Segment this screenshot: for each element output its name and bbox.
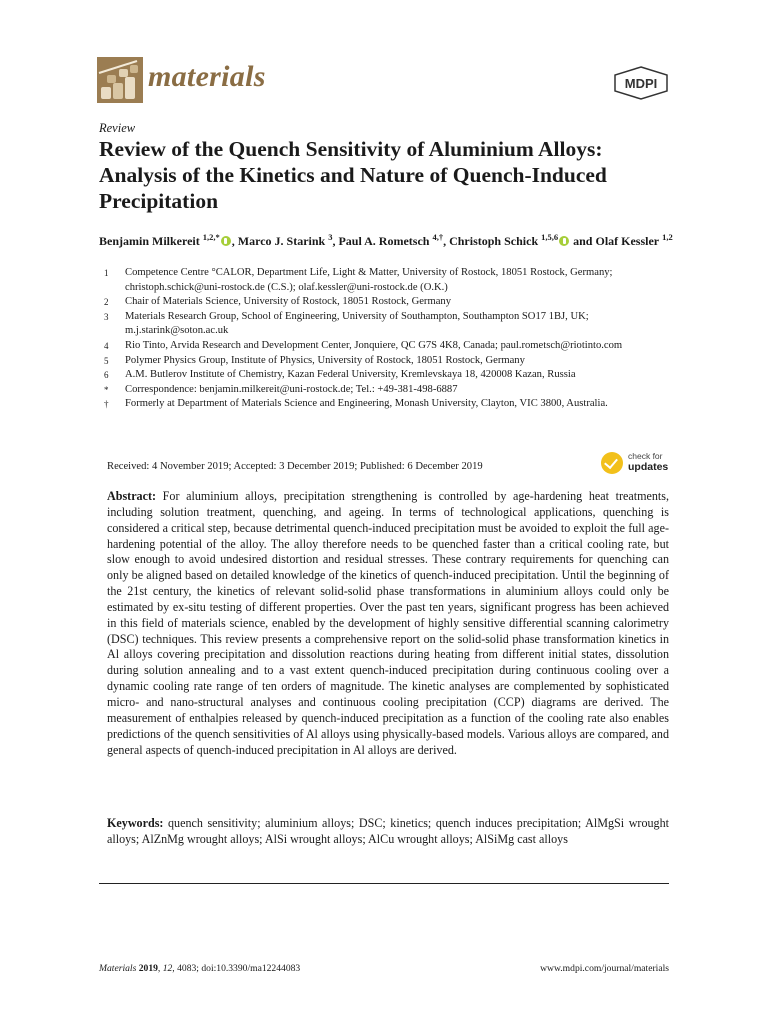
author-separator: , <box>443 234 450 248</box>
check-updates-line1: check for <box>628 451 663 461</box>
orcid-icon[interactable] <box>221 236 231 246</box>
publisher-name: MDPI <box>624 76 658 91</box>
abstract-label: Abstract: <box>107 489 157 503</box>
section-divider <box>99 883 669 884</box>
footer-url-link[interactable]: www.mdpi.com/journal/materials <box>540 963 669 974</box>
author-name: Benjamin Milkereit <box>99 234 200 248</box>
footer-volume: 12 <box>162 963 173 974</box>
affiliation-item <box>99 383 679 398</box>
footer-year: 2019 <box>138 963 158 974</box>
author-name: Olaf Kessler <box>595 234 660 248</box>
author-separator: , <box>231 234 238 248</box>
article-title: Review of the Quench Sensitivity of Aluminium Alloys: Analysis of the Kinetics and Nature of Quench-Induced Precipitation <box>99 137 607 213</box>
author-affiliation-mark: 4,† <box>432 232 444 242</box>
affiliation-mark: 6 <box>104 370 109 381</box>
affiliation-mark: 5 <box>104 355 109 366</box>
author-name: Paul A. Rometsch <box>338 234 430 248</box>
affiliation-text: Formerly at Department of Materials Science and Engineering, Monash University, Clayton, VIC 3800, Australia. <box>125 398 608 410</box>
footer-citation: Materials 2019, 12, 4083; doi:10.3390/ma12244083 <box>99 963 301 974</box>
affiliation-text: Correspondence: benjamin.milkereit@uni-rostock.de; Tel.: +49-381-498-6887 <box>125 383 458 395</box>
author-separator: and <box>570 234 596 248</box>
affiliation-item <box>99 310 679 339</box>
footer-journal: Materials <box>99 963 137 974</box>
affiliation-text: Chair of Materials Science, University of Rostock, 18051 Rostock, Germany <box>125 296 451 308</box>
check-updates-icon <box>601 452 623 474</box>
journal-logo-icon <box>97 57 143 103</box>
publication-dates: Received: 4 November 2019; Accepted: 3 December 2019; Published: 6 December 2019 <box>107 461 483 472</box>
affiliation-mark: 2 <box>104 297 109 308</box>
author-affiliation-mark: 3 <box>328 232 333 242</box>
affiliation-item <box>99 266 679 295</box>
article-type: Review <box>99 121 136 135</box>
affiliations <box>99 266 679 412</box>
orcid-icon[interactable] <box>559 236 569 246</box>
affiliation-item <box>99 339 679 354</box>
keywords-label: Keywords: <box>107 816 164 830</box>
affiliation-mark: 3 <box>104 311 109 322</box>
affiliation-text: Competence Centre °CALOR, Department Life, Light & Matter, University of Rostock, 18051 Rostock, Germany; christoph.schick@uni-rostock.de (C.S.); olaf.kessler@uni-rostock.de (O.K.) <box>125 267 613 293</box>
footer-doi: , 4083; doi:10.3390/ma12244083 <box>172 963 301 974</box>
author-name: Marco J. Starink <box>237 234 326 248</box>
author-affiliation-mark: 1,2,* <box>202 232 220 242</box>
affiliation-mark: 1 <box>104 268 109 278</box>
affiliation-text: Rio Tinto, Arvida Research and Development Center, Jonquiere, QC G7S 4K8, Canada; paul.rometsch@riotinto.com <box>125 339 623 351</box>
affiliation-mark: 4 <box>104 340 109 351</box>
mdpi-logo-icon <box>612 66 670 100</box>
author-affiliation-mark: 1,5,6 <box>541 232 559 242</box>
keywords <box>107 815 669 847</box>
affiliation-mark: † <box>104 399 109 410</box>
abstract <box>107 489 669 758</box>
affiliation-item <box>99 295 679 310</box>
journal-name: materials <box>148 60 266 93</box>
affiliation-text: Materials Research Group, School of Engineering, University of Southampton, Southampton SO17 1BJ, UK; m.j.starink@soton.ac.uk <box>125 310 589 337</box>
author-separator: , <box>332 234 339 248</box>
affiliation-mark: * <box>104 384 109 395</box>
author-name: Christoph Schick <box>449 234 539 248</box>
author-list <box>99 229 679 249</box>
affiliation-text: A.M. Butlerov Institute of Chemistry, Kazan Federal University, Kremlevskaya 18, 420008 Kazan, Russia <box>125 369 576 381</box>
abstract-text: For aluminium alloys, precipitation strengthening is controlled by age-hardening heat treatments, including solution treatment, quenching, and ageing. In terms of technological applications, quenching is considered a critical step, because detrimental quench-induced precipitation must be avoided to exploit the full age-hardening potential of the alloy. The alloy therefore needs to be quenched faster than a critical cooling rate, but slow enough to avoid undesired distortion and residual stresses. These contrary requirements for quenching can only be aligned based on detailed knowledge of the kinetics of quench-induced precipitation. Until the beginning of the 21st century, the kinetics of relevant solid-solid phase transformations in aluminium alloys could only be estimated by ex-situ testing of different properties. Over the past ten years, significant progress has been achieved in this field of materials science, enabled by the development of highly sensitive differential scanning calorimetry (DSC) techniques. This review presents a comprehensive report on the solid-solid phase transformation kinetics in Al alloys covering precipitation and dissolution reactions during heating from different initial states, dissolution during solution annealing and to a vast extent quench-induced precipitation during continuous cooling over a dynamic cooling rate range of ten orders of magnitude. The kinetic analyses are complemented by sophisticated micro- and nano-structural analyses and continuous cooling precipitation (CCP) diagrams are derived. The measurement of enthalpies released by quench-induced precipitation as a function of the cooling rate also enables predictions of the quench sensitivities of Al alloys using physically-based models. Various alloys are compared, and general aspects of quench-induced precipitation in Al alloys are derived. <box>107 489 669 757</box>
affiliation-item <box>99 397 679 412</box>
check-for-updates-button[interactable] <box>601 450 673 476</box>
affiliation-item <box>99 368 679 383</box>
check-updates-line2: updates <box>628 461 669 473</box>
author-affiliation-mark: 1,2 <box>662 232 673 242</box>
affiliation-item <box>99 354 679 369</box>
affiliation-text: Polymer Physics Group, Institute of Physics, University of Rostock, 18051 Rostock, Germany <box>125 354 525 366</box>
keywords-text: quench sensitivity; aluminium alloys; DSC; kinetics; quench induces precipitation; AlMgSi wrought alloys; AlZnMg wrought alloys; AlSi wrought alloys; AlCu wrought alloys; AlSiMg cast alloys <box>107 816 670 846</box>
